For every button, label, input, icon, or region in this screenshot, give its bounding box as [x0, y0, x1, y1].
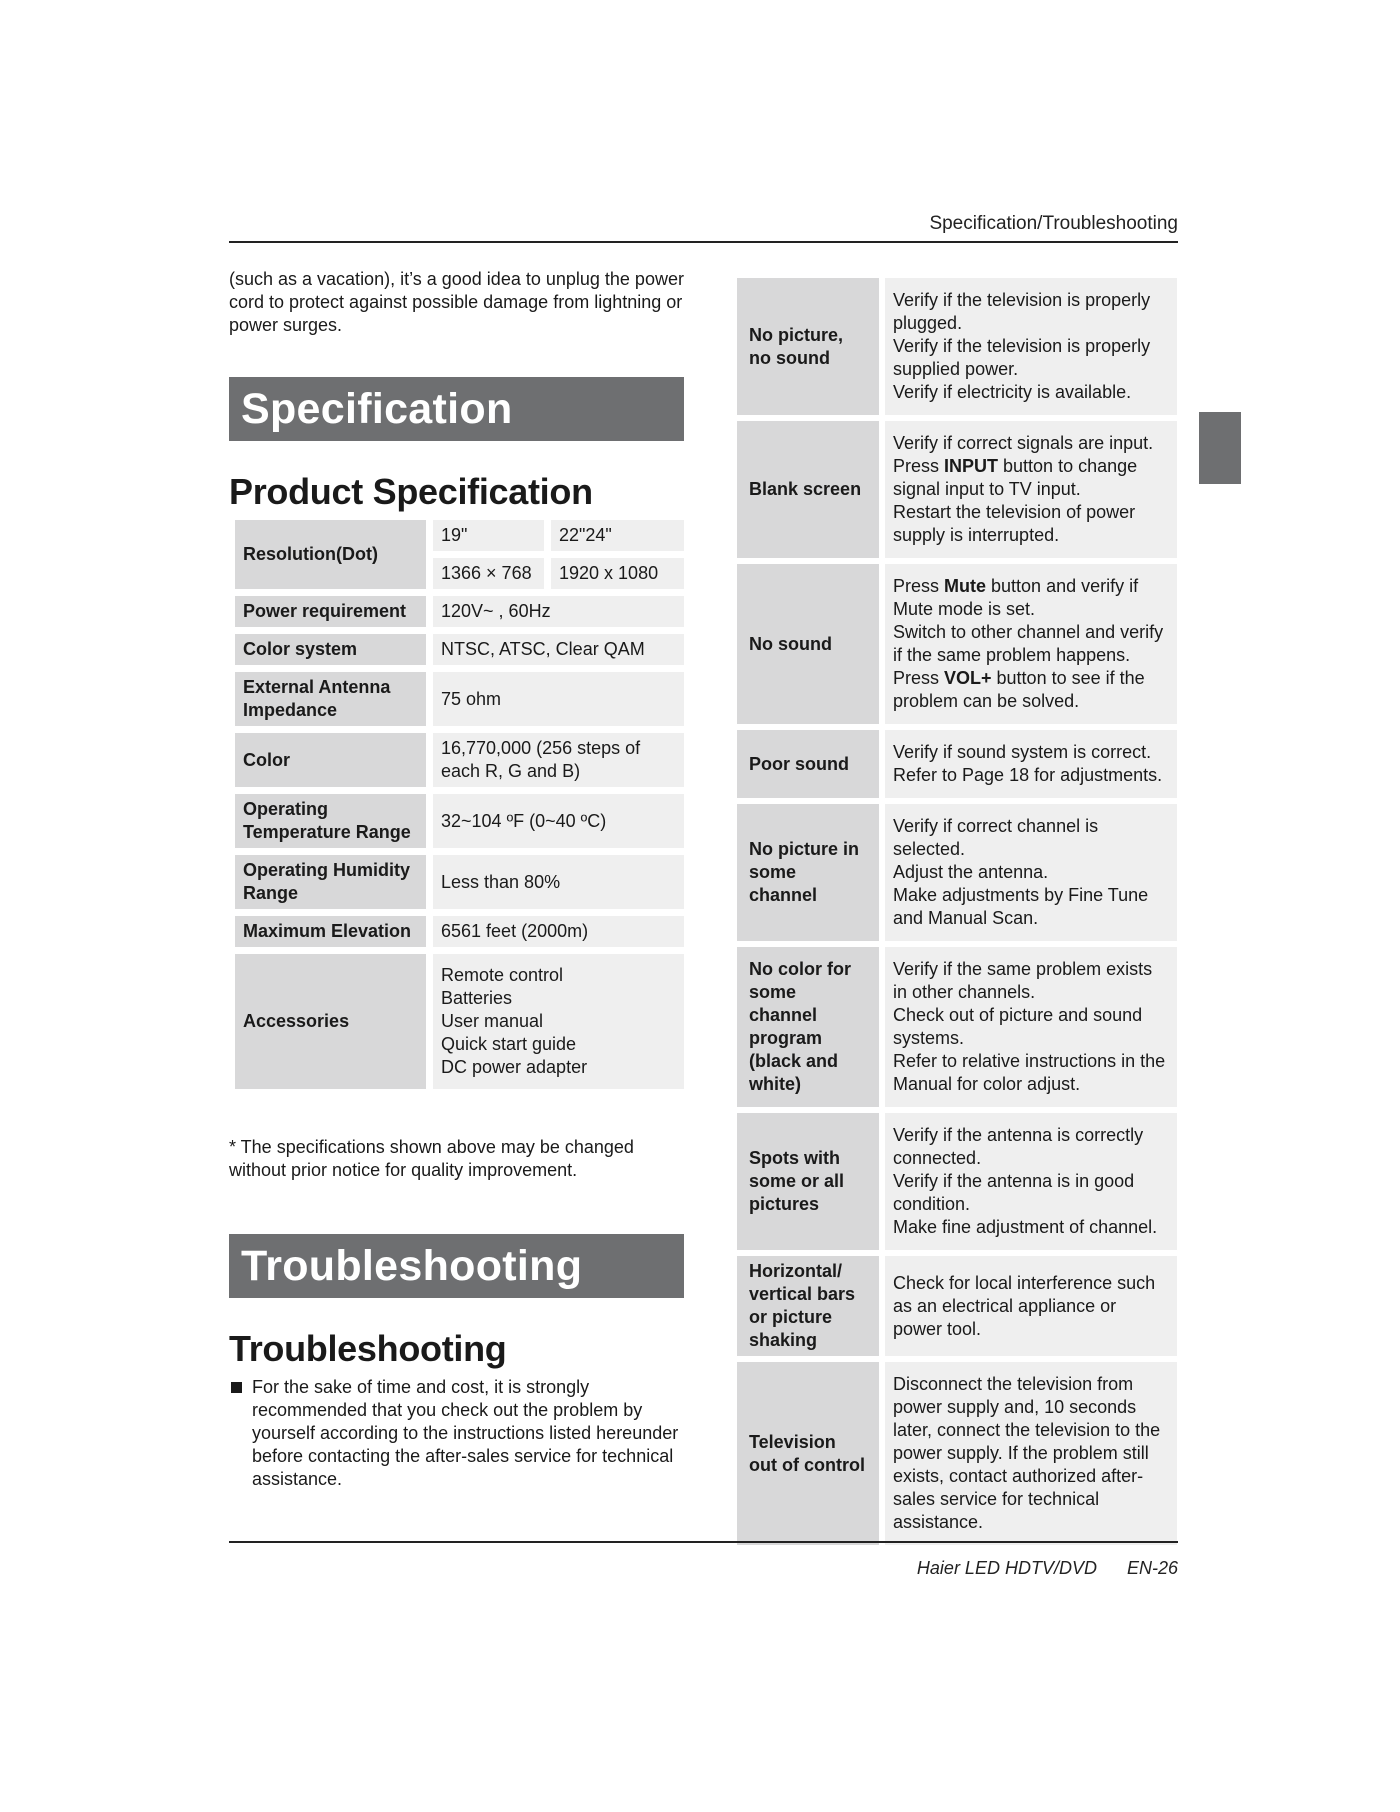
troubleshooting-banner: Troubleshooting: [229, 1234, 684, 1298]
ts-solution-line: Adjust the antenna.: [893, 862, 1049, 882]
ts-solution-line: Verify if the same problem exists in other channels.: [893, 959, 1153, 1002]
ts-solution-line: Verify if sound system is correct.: [893, 742, 1152, 762]
ts-solution: [885, 1113, 1177, 1250]
spec-res-b: 1920 x 1080: [551, 558, 684, 589]
ts-key-name: Mute: [944, 576, 987, 596]
product-spec-heading: Product Specification: [229, 471, 593, 512]
troubleshooting-table: [731, 272, 1183, 1551]
ts-solution-line: Check for local interference such as an electrical appliance or power tool.: [893, 1272, 1156, 1339]
spec-note: * The specifications shown above may be changed without prior notice for quality improvement.: [229, 1137, 634, 1180]
ts-key-name: INPUT: [944, 456, 999, 476]
ts-solution: [885, 947, 1177, 1107]
ts-problem: No color for some channel program (black and white): [737, 947, 879, 1107]
accessory-item: User manual: [441, 1011, 544, 1031]
spec-size-a: 19": [433, 520, 544, 551]
right-column: [731, 272, 1183, 1551]
accessory-item: DC power adapter: [441, 1057, 588, 1077]
footer-rule: [229, 1541, 1178, 1543]
spec-value: 120V~ , 60Hz: [433, 596, 684, 627]
ts-problem: No sound: [737, 564, 879, 724]
spec-label: Color system: [235, 634, 426, 665]
accessory-item: Quick start guide: [441, 1034, 577, 1054]
ts-solution-line: Refer to Page 18 for adjustments.: [893, 765, 1163, 785]
ts-solution-line: Verify if correct signals are input.: [893, 433, 1154, 453]
spec-res-a: 1366 × 768: [433, 558, 544, 589]
ts-solution: [885, 278, 1177, 415]
ts-text: button to see if the problem can be solved.: [893, 668, 1145, 711]
spec-accessories-list: [433, 954, 684, 1089]
ts-solution-line: Verify if the antenna is correctly connected.: [893, 1125, 1144, 1168]
section-header-title: Specification/Troubleshooting: [929, 213, 1178, 234]
ts-solution-line: Verify if correct channel is selected.: [893, 816, 1099, 859]
ts-solution-line: Make fine adjustment of channel.: [893, 1217, 1158, 1237]
ts-solution-line: Refer to relative instructions in the Manual for color adjust.: [893, 1051, 1166, 1094]
spec-value: 75 ohm: [433, 672, 684, 726]
ts-solution-line: [893, 575, 1169, 621]
bullet-text: For the sake of time and cost, it is strongly recommended that you check out the problem by yourself according to the instructions listed hereunder before contacting the after-sales service for technical assistance.: [252, 1377, 679, 1489]
ts-solution-line: Disconnect the television from power supply and, 10 seconds later, connect the television to the power supply. If the problem still exists, contact authorized after-sales service for technical assistance.: [893, 1374, 1161, 1532]
ts-solution-line: Make adjustments by Fine Tune and Manual Scan.: [893, 885, 1149, 928]
spec-value: 32~104 ºF (0~40 ºC): [433, 794, 684, 848]
accessory-item: Remote control: [441, 965, 564, 985]
ts-problem: Poor sound: [737, 730, 879, 798]
spec-value: Less than 80%: [433, 855, 684, 909]
ts-solution-line: Verify if the television is properly supplied power.: [893, 336, 1151, 379]
accessory-item: Batteries: [441, 988, 513, 1008]
spec-value: 16,770,000 (256 steps of each R, G and B): [433, 733, 684, 787]
ts-solution-line: [893, 667, 1169, 713]
spec-table: [228, 513, 691, 1096]
ts-text: button and verify if Mute mode is set.: [893, 576, 1139, 619]
spec-label-accessories: Accessories: [235, 954, 426, 1089]
ts-solution-line: Restart the television of power supply is interrupted.: [893, 502, 1136, 545]
ts-text: Press: [893, 668, 945, 688]
ts-solution: [885, 564, 1177, 724]
footer-product: Haier LED HDTV/DVD: [916, 1558, 1097, 1578]
spec-label: Operating Temperature Range: [235, 794, 426, 848]
ts-solution-line: Verify if the television is properly plugged.: [893, 290, 1151, 333]
ts-text: Press: [893, 456, 945, 476]
spec-label: External Antenna Impedance: [235, 672, 426, 726]
spec-label: Maximum Elevation: [235, 916, 426, 947]
ts-text: button to change signal input to TV input.: [893, 456, 1138, 499]
left-column: [229, 268, 684, 1491]
ts-problem: Blank screen: [737, 421, 879, 558]
ts-solution: [885, 421, 1177, 558]
ts-solution: [885, 804, 1177, 941]
spec-label: Power requirement: [235, 596, 426, 627]
ts-solution-line: Check out of picture and sound systems.: [893, 1005, 1143, 1048]
footer-page-number: EN-26: [1126, 1558, 1178, 1578]
troubleshooting-heading: Troubleshooting: [229, 1328, 507, 1369]
spec-size-b: 22"24": [551, 520, 684, 551]
page-footer: [917, 1558, 1178, 1579]
spec-label-resolution: Resolution(Dot): [235, 520, 426, 589]
ts-solution: [885, 730, 1177, 798]
ts-problem: Television out of control: [737, 1362, 879, 1545]
spec-value: 6561 feet (2000m): [433, 916, 684, 947]
ts-problem: No picture, no sound: [737, 278, 879, 415]
specification-banner: Specification: [229, 377, 684, 441]
square-bullet-icon: [231, 1382, 242, 1393]
spec-label: Operating Humidity Range: [235, 855, 426, 909]
ts-text: Press: [893, 576, 945, 596]
header-rule: [229, 241, 1178, 243]
ts-solution: [885, 1256, 1177, 1356]
ts-solution-line: [893, 455, 1169, 501]
ts-solution-line: Switch to other channel and verify if the same problem happens.: [893, 622, 1164, 665]
ts-problem: No picture in some channel: [737, 804, 879, 941]
ts-solution: [885, 1362, 1177, 1545]
spec-label: Color: [235, 733, 426, 787]
spec-value: NTSC, ATSC, Clear QAM: [433, 634, 684, 665]
ts-problem: Horizontal/ vertical bars or picture shaking: [737, 1256, 879, 1356]
ts-solution-line: Verify if the antenna is in good condition.: [893, 1171, 1135, 1214]
troubleshooting-intro-bullet: [229, 1376, 684, 1491]
ts-solution-line: Verify if electricity is available.: [893, 382, 1132, 402]
chapter-tab-marker: [1199, 412, 1241, 484]
intro-paragraph: (such as a vacation), it’s a good idea to unplug the power cord to protect against possible damage from lightning or power surges.: [229, 269, 684, 335]
ts-key-name: VOL+: [944, 668, 992, 688]
ts-problem: Spots with some or all pictures: [737, 1113, 879, 1250]
